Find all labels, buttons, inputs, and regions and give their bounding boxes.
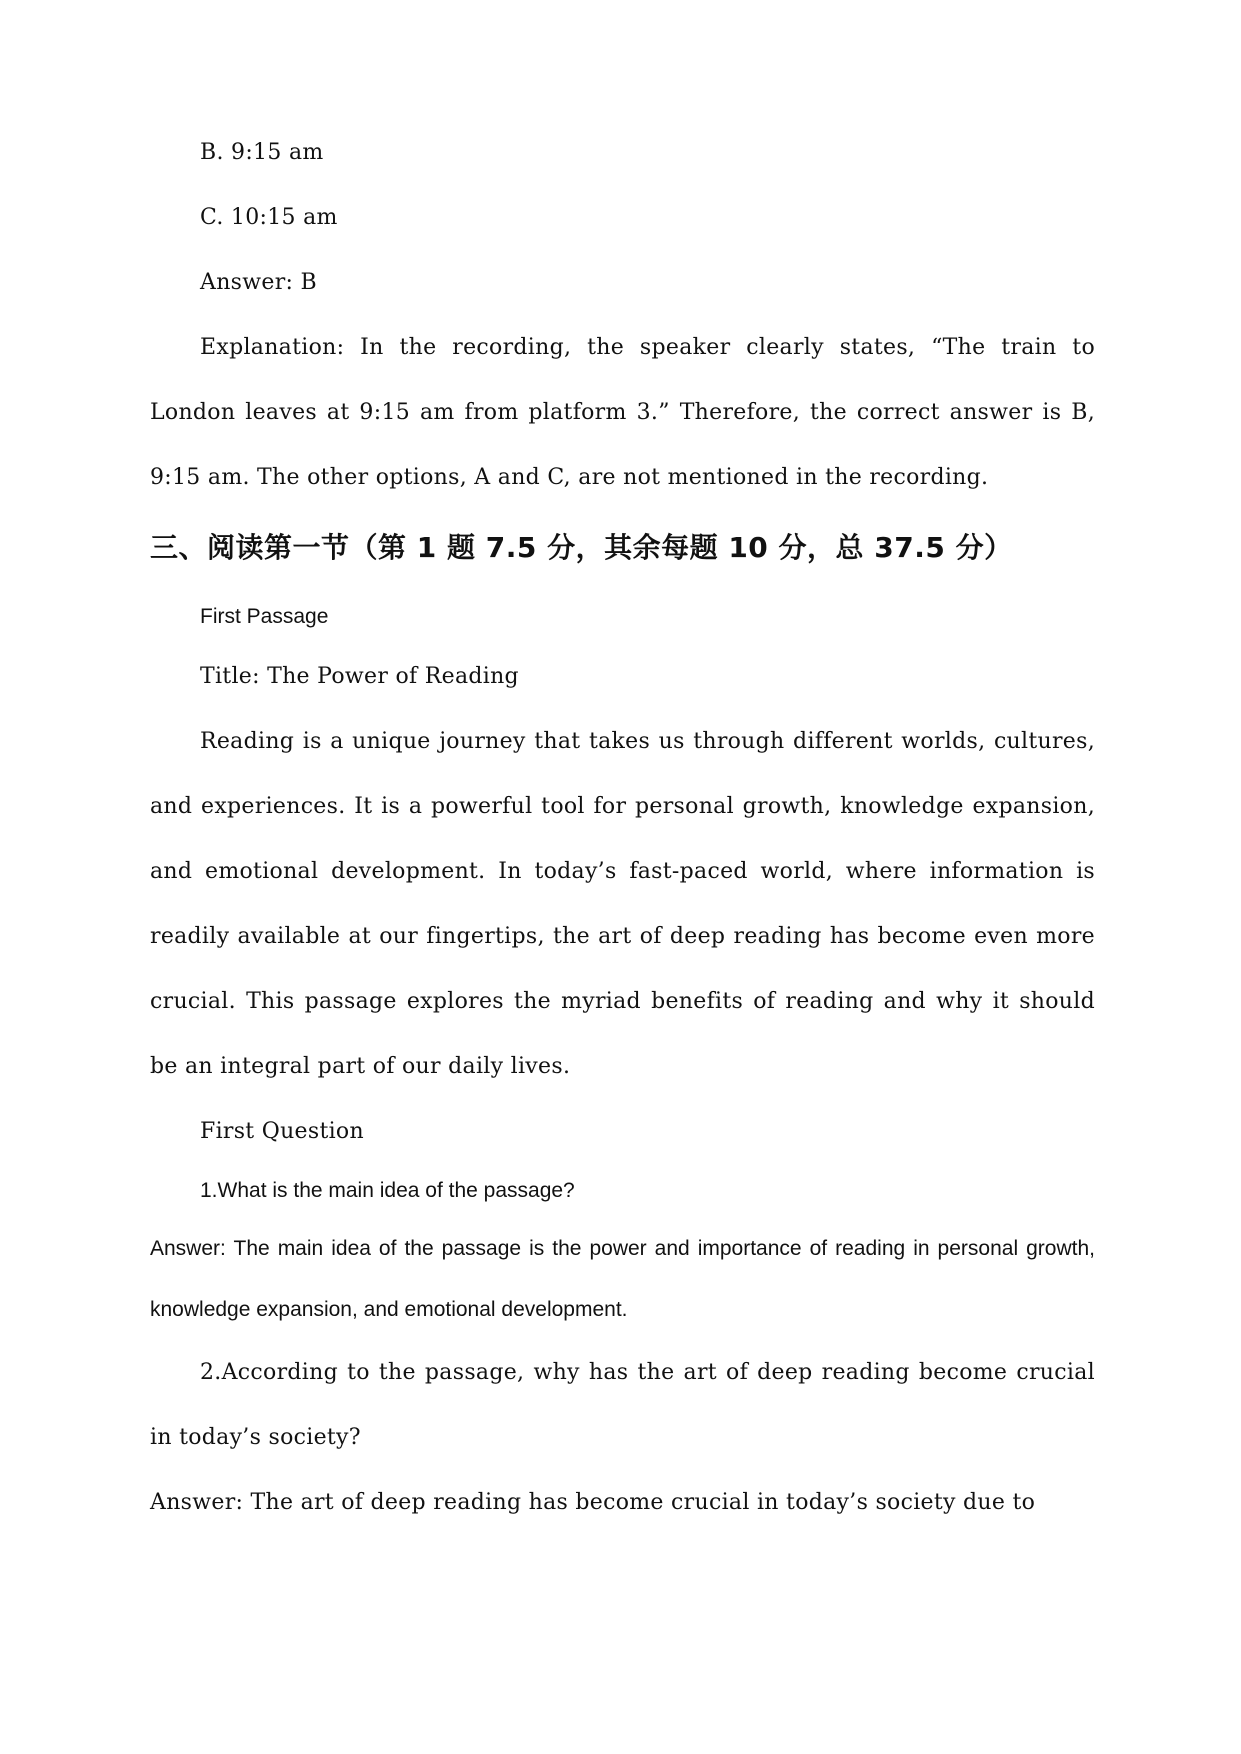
question-label: First Question <box>200 1119 364 1144</box>
passage-text: Reading is a unique journey that takes us through different worlds, cultures, and experiences. It is a powerful tool for personal growth, knowledge expansion, and emotional development. In today’s fast-paced world, where information is readily available at our fingertips, the art of deep reading has become even more crucial. This passage explores the myriad benefits of reading and why it should be an integral part of our daily lives. <box>150 729 1095 1079</box>
page-content <box>150 140 1095 1535</box>
listening-answer: Answer: B <box>200 270 317 295</box>
passage-title: Title: The Power of Reading <box>200 664 519 689</box>
option-b: B. 9:15 am <box>200 140 324 165</box>
answer-2: Answer: The art of deep reading has become crucial in today’s society due to <box>150 1490 1036 1515</box>
option-c: C. 10:15 am <box>200 205 338 230</box>
section-heading: 三、阅读第一节（第 1 题 7.5 分，其余每题 10 分，总 37.5 分） <box>150 531 1013 564</box>
answer-1: Answer: The main idea of the passage is the power and importance of reading in personal growth, knowledge expansion, and emotional development. <box>150 1237 1095 1321</box>
listening-explanation: Explanation: In the recording, the speaker clearly states, “The train to London leaves at 9:15 am from platform 3.” Therefore, the correct answer is B, 9:15 am. The other options, A and C, are not mentioned in the recording. <box>150 335 1095 490</box>
passage-label: First Passage <box>200 605 329 628</box>
question-1: 1.What is the main idea of the passage? <box>200 1179 575 1202</box>
question-2: 2.According to the passage, why has the art of deep reading become crucial in today’s society? <box>150 1360 1095 1450</box>
